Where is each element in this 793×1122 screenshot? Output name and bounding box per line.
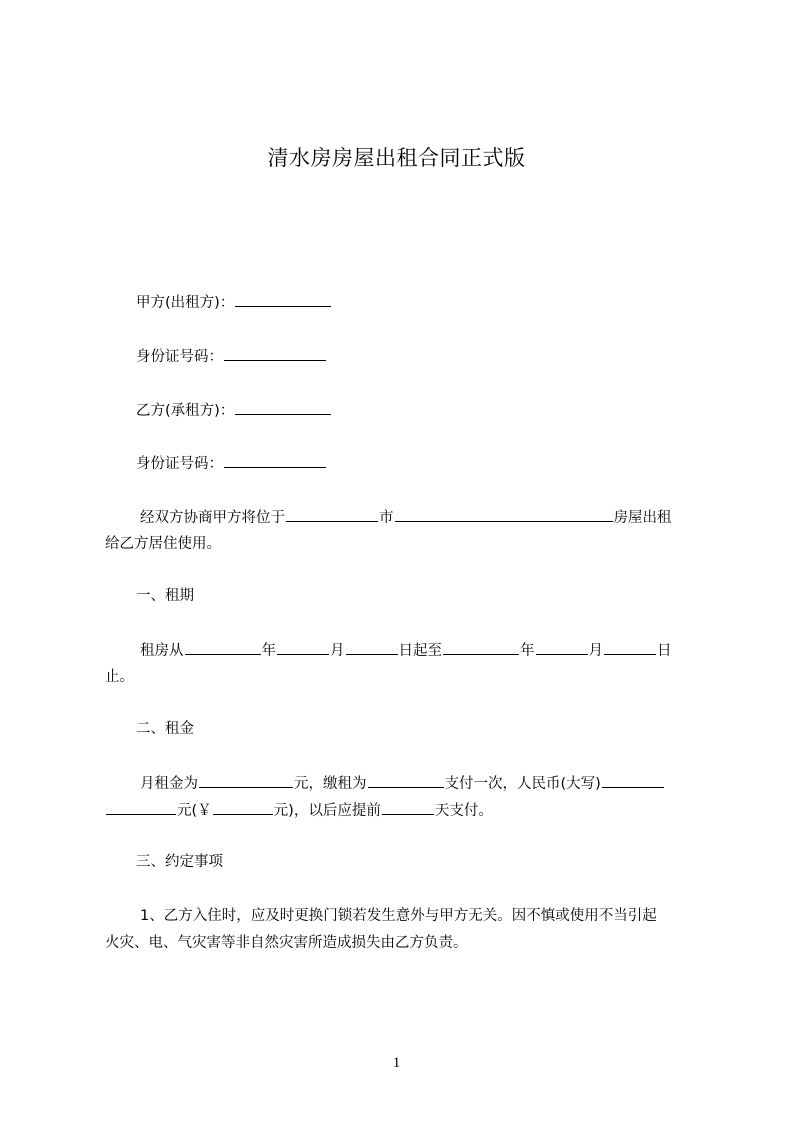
id-label-2: 身份证号码： [136,456,223,472]
section-2-heading: 二、租金 [136,721,194,737]
location-suffix: 房屋出租 [613,510,672,526]
term-line-2: 止。 [105,669,134,685]
term-month-label-2: 月 [588,643,603,659]
rent-line-1 [140,773,665,794]
term-year-label-1: 年 [261,643,276,659]
id-label-1: 身份证号码： [136,349,223,365]
party-a-blank[interactable] [235,292,331,307]
term-year-label-2: 年 [520,643,535,659]
location-line-2: 给乙方居住使用。 [105,536,221,552]
party-b-label: 乙方(承租方)： [136,403,235,419]
term-end-day-blank[interactable] [604,640,656,655]
rent-payment-label: 支付一次，人民币(大写) [444,776,601,792]
rent-line-2 [105,800,493,821]
rent-payment-period-blank[interactable] [368,773,444,788]
term-end-month-blank[interactable] [536,640,588,655]
location-blank-1[interactable] [286,507,378,522]
rent-amount-blank[interactable] [199,773,293,788]
id-number-line-1 [136,346,327,367]
rent-days-label: 天支付。 [434,803,493,819]
location-line-1 [140,507,672,528]
party-b-blank[interactable] [235,400,331,415]
term-line-1 [140,640,672,661]
party-b-line [136,400,332,421]
clause-1-line-2: 火灾、电、气灾害等非自然灾害所造成损失由乙方负责。 [105,935,468,951]
term-start-day-blank[interactable] [346,640,398,655]
section-1-heading: 一、租期 [136,588,194,604]
section-3-heading: 三、约定事项 [136,854,223,870]
rent-yuan-label: 元，缴租为 [294,776,367,792]
id-number-line-2 [136,453,327,474]
rent-capital-blank-2[interactable] [106,800,176,815]
location-prefix: 经双方协商甲方将位于 [140,510,285,526]
term-day-to-label: 日起至 [398,643,442,659]
location-blank-2[interactable] [395,507,613,522]
party-a-line [136,292,332,313]
rent-capital-blank-1[interactable] [602,773,664,788]
rent-advance-label: 元)，以后应提前 [273,803,381,819]
term-month-label-1: 月 [330,643,345,659]
term-start-month-blank[interactable] [277,640,329,655]
term-end-year-blank[interactable] [443,640,519,655]
document-title: 清水房房屋出租合同正式版 [267,146,526,170]
term-prefix: 租房从 [140,643,184,659]
rent-prefix: 月租金为 [140,776,198,792]
rent-figure-blank[interactable] [213,800,273,815]
clause-1-line-1: 1、乙方入住时，应及时更换门锁若发生意外与甲方无关。因不慎或使用不当引起 [140,908,657,924]
party-a-label: 甲方(出租方)： [136,295,235,311]
term-day-end-label: 日 [657,643,672,659]
rent-days-blank[interactable] [382,800,434,815]
id-blank-2[interactable] [224,453,326,468]
id-blank-1[interactable] [224,346,326,361]
term-start-year-blank[interactable] [185,640,261,655]
rent-yuan-symbol-label: 元(￥ [177,803,212,819]
page-number: 1 [392,1055,401,1071]
location-city-label: 市 [379,510,394,526]
